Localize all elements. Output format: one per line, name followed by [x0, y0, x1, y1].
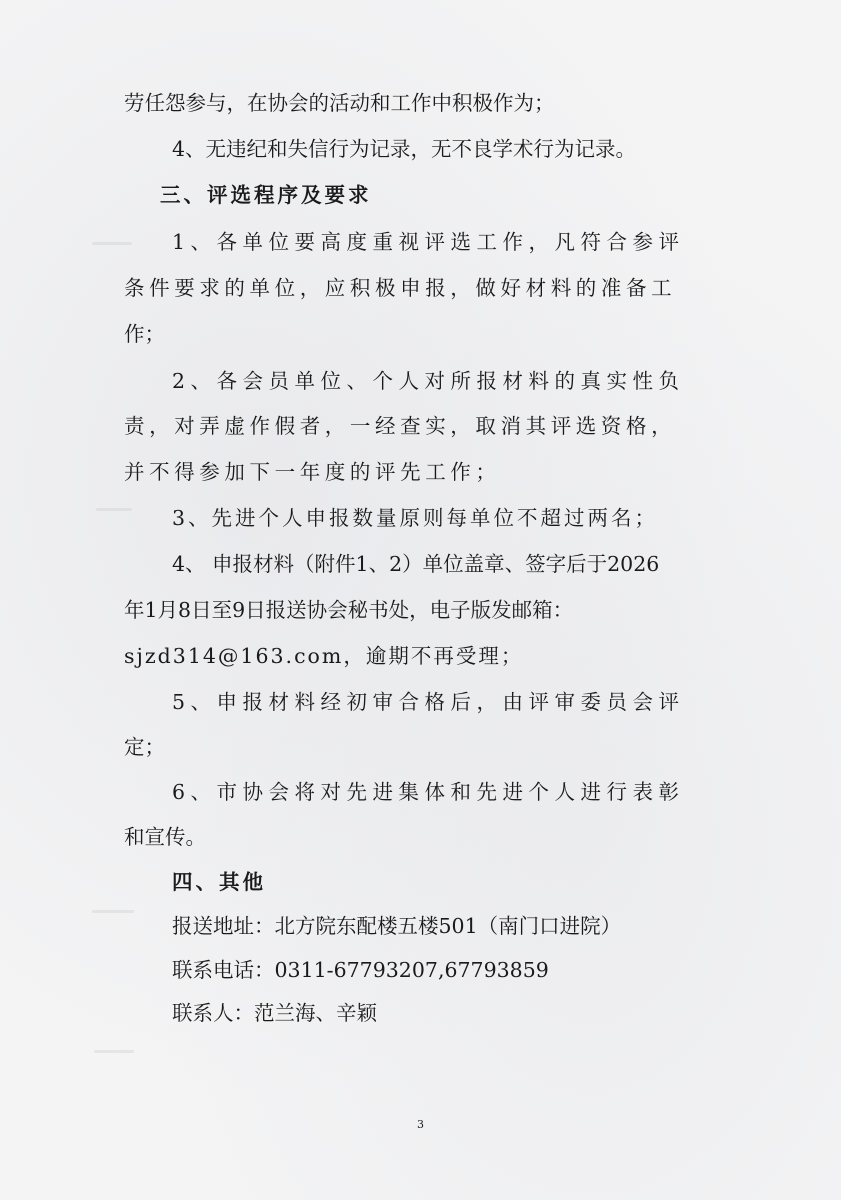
- contact-phone: 联系电话：0311-67793207,67793859: [172, 958, 549, 982]
- paragraph-line: 2、各会员单位、个人对所报材料的真实性负: [172, 369, 685, 393]
- scan-artifact: [94, 1050, 134, 1053]
- contact-address: 报送地址：北方院东配楼五楼501（南门口进院）: [172, 914, 622, 938]
- paragraph-line: 4、 申报材料（附件1、2）单位盖章、签字后于2026: [172, 552, 660, 576]
- paragraph-line: 1、各单位要高度重视评选工作，凡符合参评: [172, 230, 685, 254]
- contact-person: 联系人：范兰海、辛颖: [172, 1001, 377, 1025]
- paragraph-line: 6、市协会将对先进集体和先进个人进行表彰: [172, 780, 685, 804]
- paragraph-line: 3、先进个人申报数量原则每单位不超过两名；: [172, 506, 659, 530]
- paragraph-line: 和宣传。: [124, 825, 206, 849]
- paragraph-line: 条件要求的单位，应积极申报，做好材料的准备工: [124, 276, 677, 300]
- paragraph-line: 4、无违纪和失信行为记录，无不良学术行为记录。: [172, 137, 637, 161]
- page-number: 3: [417, 1118, 424, 1131]
- paragraph-line: 责，对弄虚作假者，一经查实，取消其评选资格，: [124, 414, 677, 438]
- paragraph-line: 作；: [124, 322, 165, 346]
- scan-artifact: [92, 910, 134, 913]
- scan-artifact: [96, 508, 132, 511]
- section-heading: 四、其他: [172, 870, 266, 894]
- paragraph-line: sjzd314@163.com，逾期不再受理；: [124, 644, 524, 668]
- section-heading: 三、评选程序及要求: [160, 183, 372, 207]
- paragraph-line: 年1月8日至9日报送协会秘书处，电子版发邮箱：: [124, 598, 574, 622]
- paragraph-line: 并不得参加下一年度的评先工作；: [124, 460, 501, 484]
- paragraph-line: 定；: [124, 735, 165, 759]
- paragraph-line: 劳任怨参与，在协会的活动和工作中积极作为；: [124, 91, 555, 115]
- scan-artifact: [92, 242, 132, 245]
- paragraph-line: 5、申报材料经初审合格后，由评审委员会评: [172, 690, 685, 714]
